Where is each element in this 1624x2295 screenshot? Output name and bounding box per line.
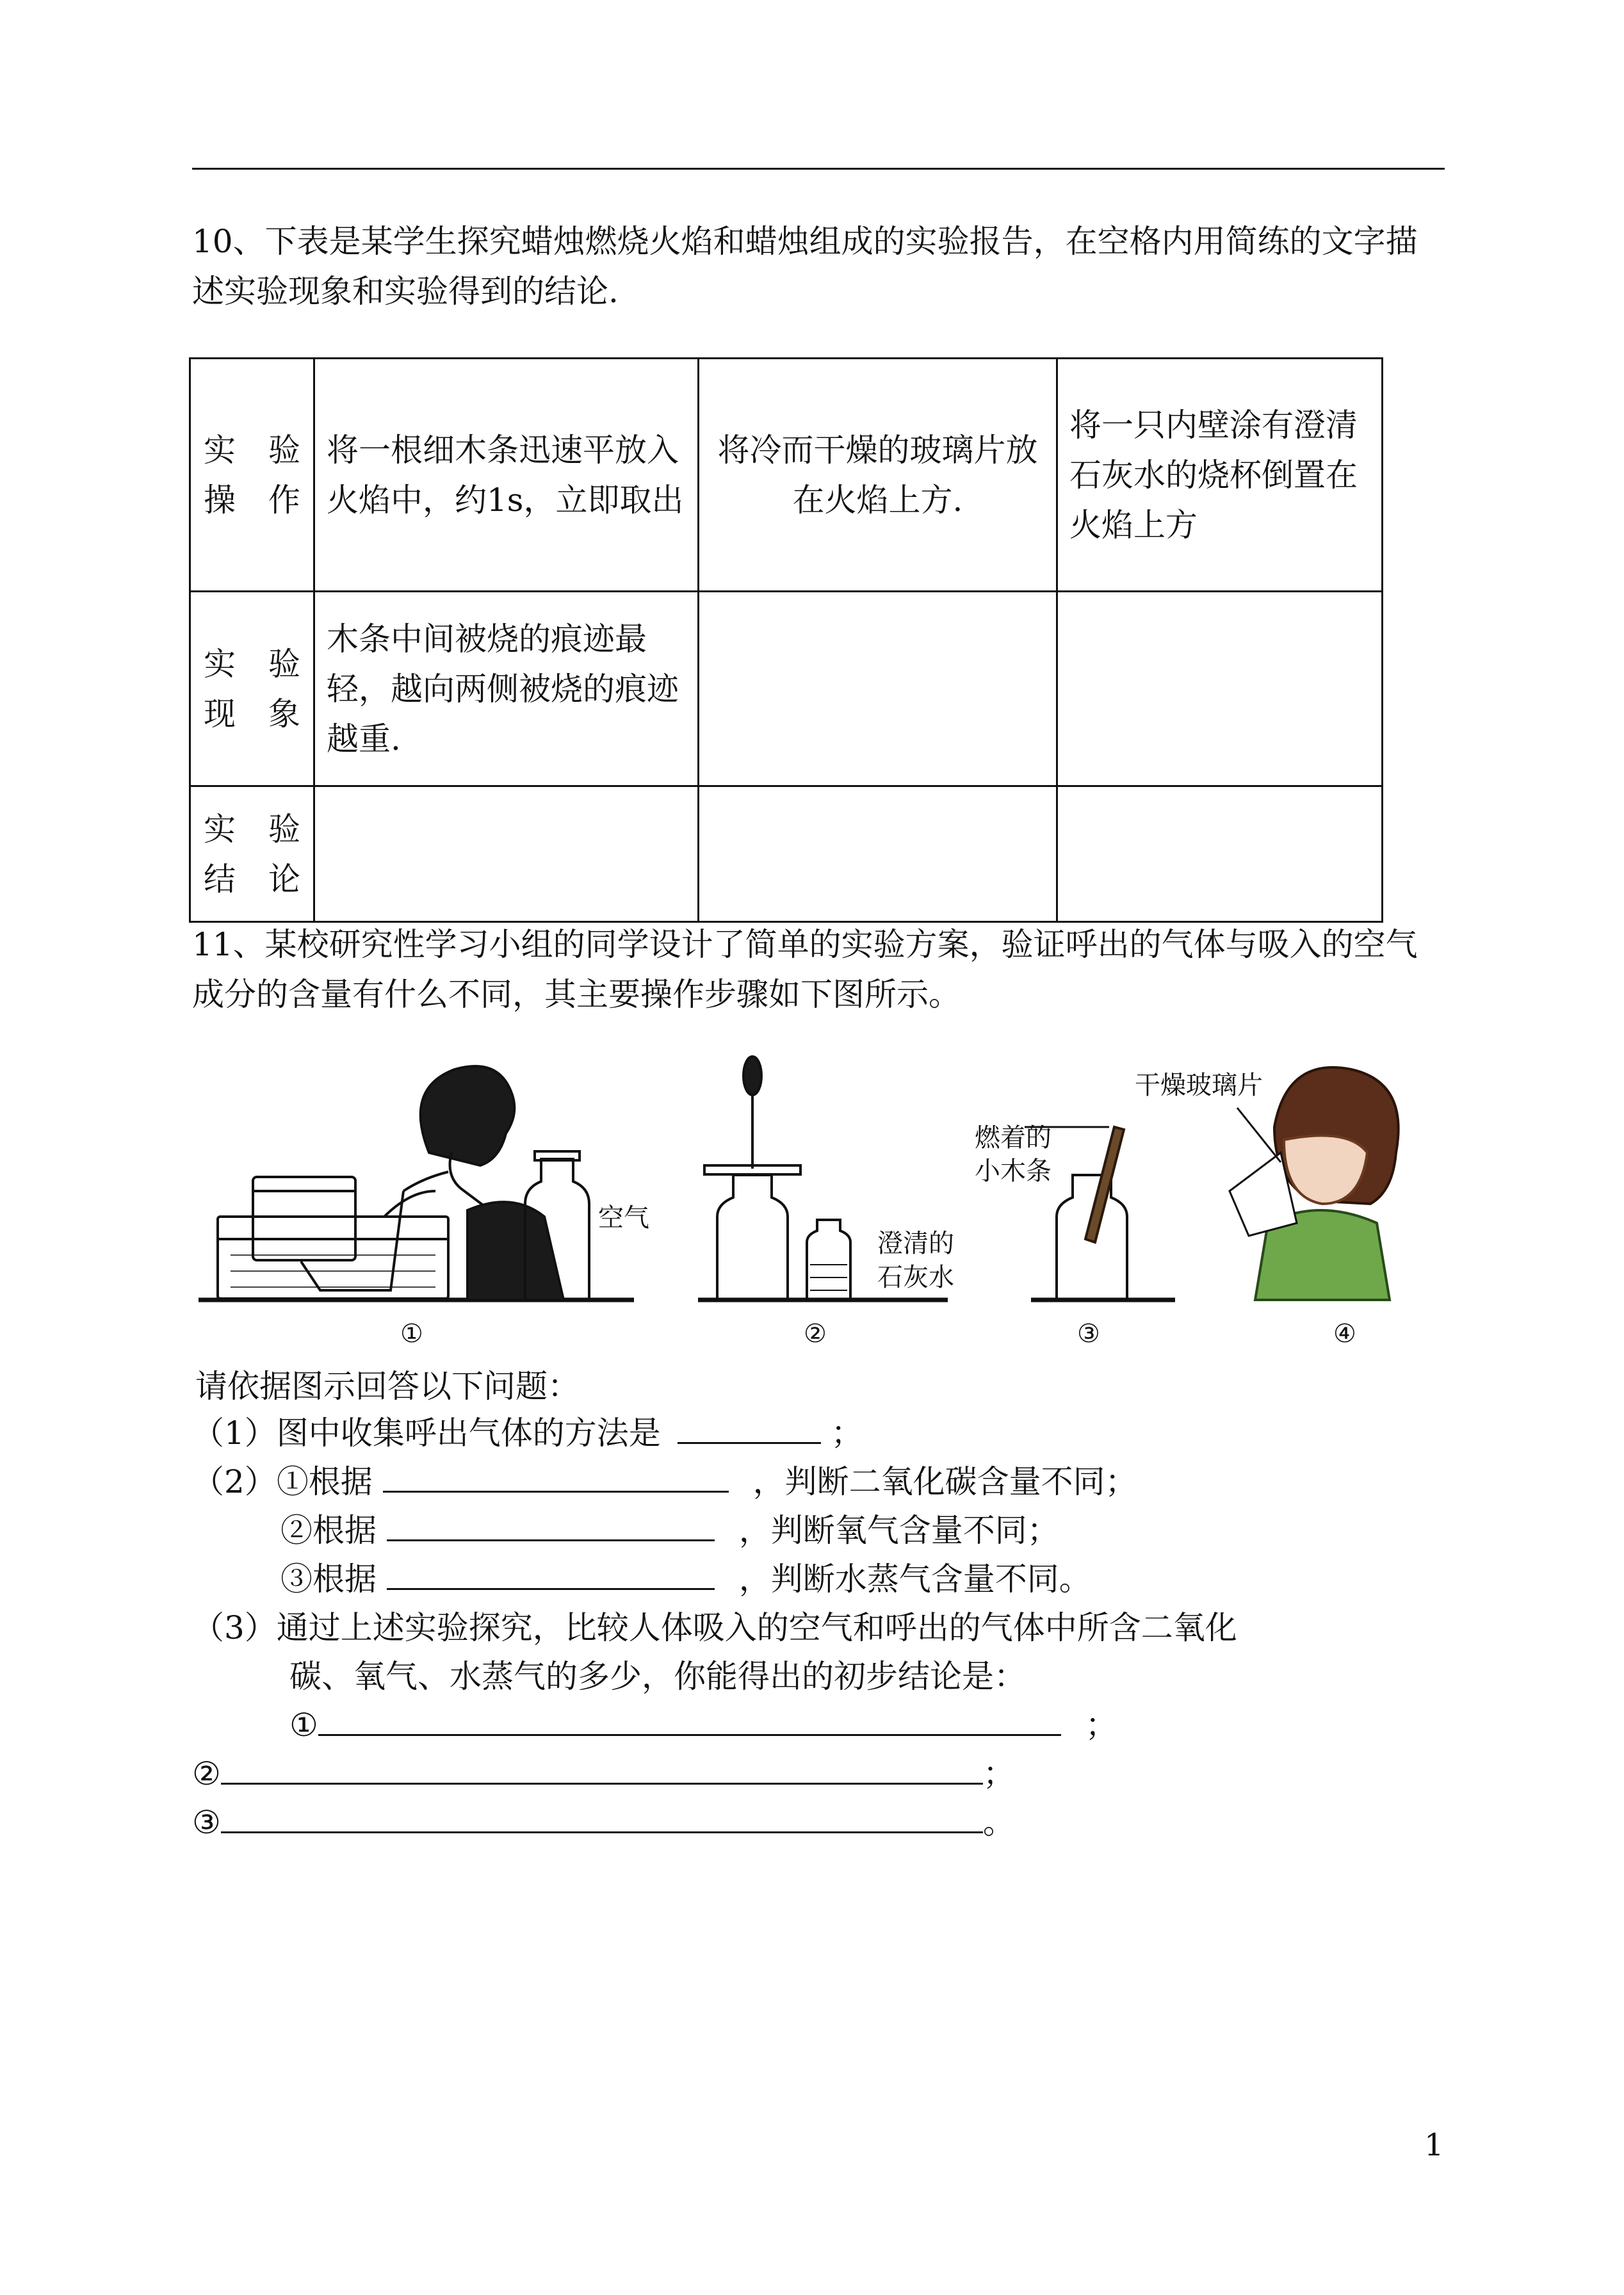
table-row-phenomenon	[190, 592, 1383, 786]
conclusion-cell-3[interactable]	[1057, 786, 1383, 922]
question-2-item-3-lead: ③根据	[280, 1561, 377, 1598]
question-2-item-1-tail: ，判断二氧化碳含量不同；	[752, 1463, 1137, 1500]
conclusion-cell-1[interactable]	[314, 786, 699, 922]
question-2-item-3-tail: ，判断水蒸气含量不同。	[738, 1561, 1091, 1598]
question-3-line-1: （3）通过上述实验探究，比较人体吸入的空气和呼出的气体中所含二氧化	[192, 1609, 1237, 1646]
label-air: 空气	[598, 1203, 649, 1233]
panel-3-illustration	[1025, 1127, 1175, 1300]
question-1-blank[interactable]	[678, 1414, 821, 1444]
figure-number-3: ③	[1077, 1319, 1100, 1349]
question-3-item-1-tail: ；	[1085, 1707, 1117, 1744]
question-1-suffix: ；	[831, 1415, 863, 1452]
question-3-item-2-blank[interactable]	[221, 1755, 983, 1785]
question-2-item-1-lead: ①根据	[276, 1463, 373, 1500]
question-2-line-1	[192, 1463, 1137, 1501]
phenomenon-cell-1: 木条中间被烧的痕迹最轻，越向两侧被烧的痕迹越重.	[314, 592, 699, 786]
phenomenon-cell-3[interactable]	[1057, 592, 1383, 786]
question-3-item-3-blank[interactable]	[221, 1803, 983, 1833]
question-2-item-2-blank[interactable]	[387, 1511, 715, 1541]
question-11-text: 11、某校研究性学习小组的同学设计了简单的实验方案，验证呼出的气体与吸入的空气成分的含量有什么不同，其主要操作步骤如下图所示。	[192, 926, 1418, 1013]
question-3-line-2: 碳、氧气、水蒸气的多少，你能得出的初步结论是：	[289, 1658, 1026, 1695]
conclusion-cell-2[interactable]	[699, 786, 1057, 922]
question-1-prefix: （1）图中收集呼出气体的方法是	[192, 1415, 661, 1452]
experiment-figure	[192, 1031, 1447, 1351]
prompt-text: 请依据图示回答以下问题：	[195, 1368, 580, 1405]
question-3-item-3	[192, 1803, 1015, 1842]
label-dry-glass: 干燥玻璃片	[1135, 1071, 1263, 1100]
label-stick-line1: 燃着的	[975, 1123, 1052, 1153]
question-2-item-2-tail: ，判断氧气含量不同；	[738, 1512, 1059, 1549]
figure-number-4: ④	[1333, 1319, 1356, 1349]
question-2-line-3	[280, 1560, 1091, 1598]
label-stick-line2: 小木条	[975, 1156, 1052, 1186]
question-2-item-1-blank[interactable]	[383, 1463, 729, 1493]
question-10-text: 10、下表是某学生探究蜡烛燃烧火焰和蜡烛组成的实验报告，在空格内用简练的文字描述实验现象和实验得到的结论.	[192, 223, 1418, 310]
figure-number-2: ②	[804, 1319, 827, 1349]
row-header-operation: 实 验 操 作	[190, 359, 314, 592]
question-3-item-1	[289, 1706, 1117, 1744]
panel-4-illustration	[1230, 1067, 1399, 1300]
page-number: 1	[1424, 2127, 1444, 2163]
question-2-line-2	[280, 1511, 1059, 1550]
question-2-item-3-blank[interactable]	[387, 1560, 715, 1590]
row-header-conclusion: 实 验 结 论	[190, 786, 314, 922]
row-header-phenomenon: 实 验 现 象	[190, 592, 314, 786]
question-3-item-1-blank[interactable]	[318, 1706, 1061, 1736]
question-3-item-2-lead: ②	[192, 1755, 221, 1792]
question-3-item-2-tail: ；	[982, 1755, 1015, 1792]
question-2-item-2-lead: ②根据	[280, 1512, 377, 1549]
question-2-prefix: （2）	[192, 1463, 277, 1500]
experiment-report-table	[189, 357, 1383, 923]
figure-number-1: ①	[400, 1319, 423, 1349]
label-limewater-line2: 石灰水	[877, 1263, 954, 1292]
question-3-item-1-lead: ①	[289, 1707, 318, 1744]
question-1-line	[192, 1414, 863, 1452]
question-3-item-2	[192, 1755, 1015, 1793]
question-3-item-3-lead: ③	[192, 1804, 221, 1841]
phenomenon-cell-2[interactable]	[699, 592, 1057, 786]
label-limewater-line1: 澄清的	[877, 1229, 954, 1258]
table-row-operation	[190, 359, 1383, 592]
header-rule	[192, 168, 1445, 170]
operation-cell-1: 将一根细木条迅速平放入火焰中，约1s，立即取出	[314, 359, 699, 592]
table-row-conclusion	[190, 786, 1383, 922]
question-3-item-3-tail: 。	[982, 1804, 1015, 1841]
panel-1-illustration	[199, 1066, 634, 1300]
operation-cell-2: 将冷而干燥的玻璃片放在火焰上方.	[699, 359, 1057, 592]
operation-cell-3: 将一只内壁涂有澄清石灰水的烧杯倒置在火焰上方	[1057, 359, 1383, 592]
